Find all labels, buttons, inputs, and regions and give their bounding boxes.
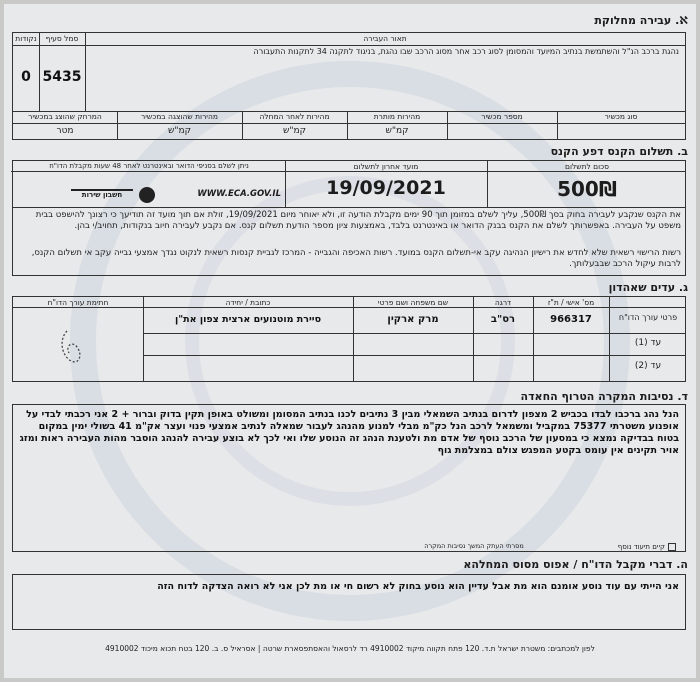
additional-docs-label: קיים תיעוד נוסף <box>617 543 665 551</box>
section-code-value: 5435 <box>42 69 82 85</box>
witness-row-label: עד (2) <box>634 361 662 371</box>
measure-value-allowed-speed: קמ"ש <box>385 126 409 136</box>
offender-statement-box <box>12 574 686 630</box>
payment-warning: רשות הרישוי רשאית שלא לחדש את רישיון הנהיגה עקב אי-תשלום הקנס במועד. רשות האכיפה והגבייה - המרכז לגביית קנסות רשאית לנקוט נגדך אמצעי גבייה עקב אי תשלום הקנס, לרבות עיקול הרכב שבבעלותך. <box>31 248 681 269</box>
officer-name: מרק ארקין <box>387 314 439 325</box>
continuation-label: מסרתי העתק המשך נסיבות המקרה <box>424 542 524 550</box>
officer-signature <box>53 325 93 369</box>
footer-address: לפון למכתבים: משטרת ישראל ת.ד. 120 פתח תקווה מיקוד 4910002 רד לרסאול והאסתפסארת שרטה | אסראיל ס. ב. 120 בטח תכוא מיכוד 4910002 <box>105 644 595 653</box>
offense-table <box>12 32 686 140</box>
payment-box <box>12 160 686 276</box>
witness-header-unit: כתובת / יחידה <box>225 298 271 307</box>
witness-header-id: מס' אישי / ת"ז <box>547 298 595 307</box>
payment-service-logo: חשבון שירות <box>71 189 133 199</box>
circumstances-text: הנל נהג ברכבו לבדו בכביש 2 מצפון לדרום בנתיב השמאלי מבין 3 נתיבים לכנו בנתיב המסומן ומשולט באופן תקין בדוק וברור + 2 אני רכבתי לבדי על אופנוע משטרתי 75377 במקביל ומשמאל לרכב הנל כק"מ מבלי למנוע מהנהג לעבור שמאלה לנתיב אמצעי פנוי ועצר אק"מ 41 בשולי ימין במקום בטוח בבדיקה נמצא כי במסעון של הרכב נוסף של אדם מת ולטענת הנהג זה הנוסע שלו ואי לכך לא בוצע עבירה להנהג הוסבר מהות העבירה ראות ומזג אויר תקינים אין עומס בקטע המפגש צולם במצלמת גוף <box>19 409 679 456</box>
witness-header-signature: חתימת עורך הדו"ח <box>47 298 109 307</box>
section-b-icon: ב. <box>677 145 688 158</box>
traffic-ticket-form <box>4 4 696 678</box>
points-value: 0 <box>21 69 31 85</box>
officer-id: 966317 <box>550 314 592 325</box>
amount-value: 500₪ <box>557 177 617 201</box>
payment-section-title: ב. תשלום הקנס דפע הקנס <box>550 145 688 158</box>
description-header: תאור העבירה <box>363 34 407 43</box>
measure-value-distance: מטר <box>56 126 74 136</box>
due-date-header: מועד אחרון לתשלום <box>353 162 419 171</box>
measure-header-device-type: סוג מכשיר <box>604 112 638 121</box>
payment-website: WWW.ECA.GOV.IL <box>197 189 281 199</box>
witnesses-section-title: ג. עדים שאהדון <box>608 281 688 294</box>
section-c-icon: ג. <box>678 281 688 294</box>
checkbox-mark <box>668 543 676 551</box>
measure-header-speed-after: מהירות לאחר המחלה <box>259 112 330 121</box>
witness-row-label: פרטי עורך הדו"ח <box>618 313 678 322</box>
payment-instructions: את הקנס שנקבע לעבירה בחוק בסך 500₪, עליך לשלם במזומן תוך 90 ימים מקבלת הודעה זו, ולא יאוחר מיום 19/09/2021, זולת אם תוך מועד זה תודיעך כי רצונך להישפט בבית משפט על העבירה. באפשרותך לשלם את הקנס בבנק הדואר או באינטרנט בלבד, באמצעות ציון מספר הודעת תשלום קנס. אם נקבע לעבירה חיוב בנקודות, תחויב/י בהן. <box>35 210 681 231</box>
section-a-icon: ℵ. <box>675 14 688 27</box>
offender-section-title: ה. דברי מקבל הדו"ח / אפוס מסוס המחלהא <box>463 558 688 571</box>
section-code-header: סמל סעיף <box>45 34 79 43</box>
measure-header-device-number: מספר מכשיר <box>481 112 523 121</box>
measure-value-speed-after: קמ"ש <box>282 126 306 136</box>
due-date-value: 19/09/2021 <box>326 177 446 199</box>
payment-where-header: ניתן לשלם בסניפי הדואר ובאינטרנט לאחר 48 שעות מקבלת הדו"ח <box>49 162 249 170</box>
additional-docs-checkbox[interactable] <box>618 543 676 551</box>
witness-header-name: שם משפחה ושם פרטי <box>377 298 449 307</box>
offense-description: נהגת ברכב הנ"ל והשתמשת בנתיב המיועד והמסומן לסוג רכב אחר מסוג הרכב שבו נהגת, בניגוד לתקנה 34 לתקנות התעבורה <box>253 47 679 56</box>
measure-header-distance: המרחק שהוצג במכשיר <box>28 112 102 121</box>
section-e-icon: ה. <box>676 558 688 571</box>
officer-unit: סיירת מוטנועים ארצית צפון את"ן <box>174 314 322 325</box>
circumstances-section-title: ד. נסיבות המקרה הטרוף החאדה <box>520 390 688 403</box>
witness-row-label: עד (1) <box>634 338 662 348</box>
circumstances-box <box>12 404 686 552</box>
witness-header-rank: דרגה <box>494 298 512 307</box>
officer-rank: רס"ב <box>490 314 516 325</box>
measure-header-allowed-speed: מהירות מותרת <box>373 112 421 121</box>
offender-statement-text: אני הייתי עם עוד נוסע אומנם הוא מת אבל עדיין הוא נוסע בחוק לא רשום חי או מת לכן אני לא רואה הצדקה לדוח הזה <box>157 581 679 592</box>
offense-section-title: ℵ. עבירה מחלוקת <box>594 14 688 27</box>
measure-value-speed-shown: קמ"ש <box>167 126 191 136</box>
eca-logo <box>139 187 155 203</box>
measure-header-speed-shown: מהירות שהוצגה במכשיר <box>141 112 218 121</box>
points-header: נקודות <box>15 34 37 43</box>
amount-header: סכום לתשלום <box>564 162 610 171</box>
witnesses-table <box>12 296 686 382</box>
